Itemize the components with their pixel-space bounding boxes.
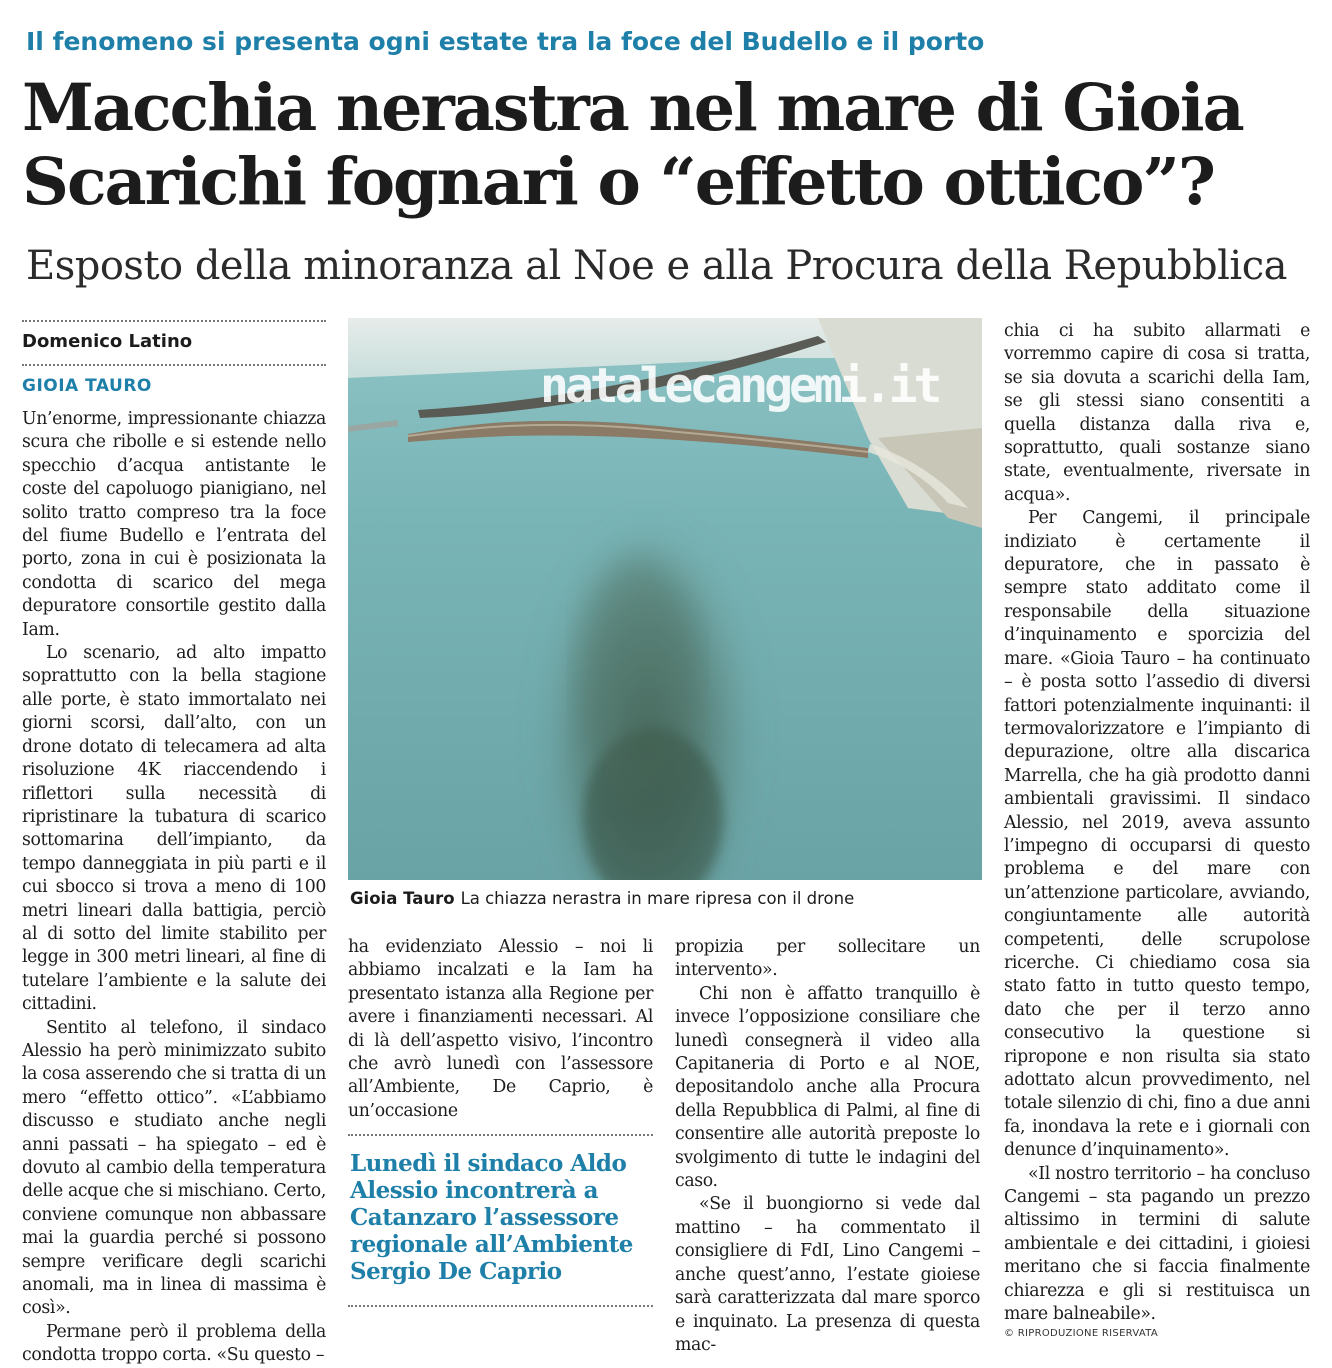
divider: [348, 1134, 653, 1136]
column-3: [675, 936, 980, 1357]
subheadline: Esposto della minoranza al Noe e alla Procura della Repubblica: [26, 243, 1287, 289]
paragraph: Per Cangemi, il principale indiziato è certamente il depuratore, che in passato è sempre stato additato come il responsabile della situazione d’inquinamento e sporcizia del mare. «Gioia Tauro – ha continuato – è posta sotto l’assedio di diversi fattori potenzialmente inquinanti: il termovalorizzatore e l’impianto di depurazione, oltre alla discarica Marrella, che ha già prodotto danni ambientali gravissimi. Il sindaco Alessio, nel 2019, aveva assunto l’impegno di occuparsi di questo problema e del mare con un’attenzione particolare, avviando, congiuntamente alle autorità competenti, delle scrupolose ricerche. Ci chiediamo cosa sia stato fatto in tutto questo tempo, dato che per il terzo anno consecutivo la questione si ripropone e non risulta sia stato adottato alcun provvedimento, nel totale silenzio di chi, fino a due anni fa, inondava la rete e i giornali con denunce d’inquinamento».: [1004, 508, 1310, 1161]
copyright-notice: © RIPRODUZIONE RISERVATA: [1004, 1328, 1159, 1339]
divider: [348, 1305, 653, 1307]
headline-line-2: Scarichi fognari o “effetto ottico”?: [22, 144, 1214, 220]
kicker: Il fenomeno si presenta ogni estate tra la foce del Budello e il porto: [26, 27, 985, 56]
column-4: [1004, 320, 1310, 1326]
column-1: [22, 408, 326, 1368]
paragraph: Permane però il problema della condotta troppo corta. «Su questo –: [22, 1321, 326, 1366]
byline: Domenico Latino: [22, 331, 193, 352]
paragraph: Sentito al telefono, il sindaco Alessio ha però minimizzato subito la cosa asserendo che si tratta di un mero “effetto ottico”. «L’abbiamo discusso e studiato anche negli anni passati – ha spiegato – ed è dovuto al cambio della temperatura delle acque che si mischiano. Certo, conviene comunque non abbassare mai la guardia perché si possono sempre verificare degli scarichi anomali, ma in linea di massima è così».: [22, 1017, 326, 1319]
headline-line-1: Macchia nerastra nel mare di Gioia: [22, 70, 1243, 146]
watermark: natalecangemi.it: [540, 358, 939, 414]
caption-text: La chiazza nerastra in mare ripresa con il drone: [460, 889, 855, 908]
photo-caption: [350, 889, 854, 908]
paragraph: ha evidenziato Alessio – noi li abbiamo incalzati e la Iam ha presentato istanza alla Regione per avere i finanziamenti necessari. Al di là dell’aspetto visivo, l’incontro che avrò lunedì con l’assessore all’Ambiente, De Caprio, è un’occasione: [348, 937, 653, 1121]
divider: [22, 364, 326, 366]
paragraph: Un’enorme, impressionante chiazza scura che ribolle e si estende nello specchio d’acqua antistante le coste del capoluogo pianigiano, nel solito tratto compreso tra la foce del fiume Budello e l’entrata del porto, zona in cui è posizionata la condotta di scarico del mega depuratore consortile gestito dalla Iam.: [22, 409, 326, 640]
paragraph: Chi non è affatto tranquillo è invece l’opposizione consiliare che lunedì consegnerà il video alla Capitaneria di Porto e al NOE, depositandolo anche alla Procura della Repubblica di Palmi, al fine di consentire alle autorità preposte lo svolgimento di tutte le indagini del caso.: [675, 983, 980, 1192]
column-2: [348, 936, 653, 1123]
dateline: GIOIA TAURO: [22, 376, 152, 396]
paragraph: chia ci ha subito allarmati e vorremmo capire di cosa si tratta, se sia dovuta a scarichi della Iam, se gli stessi siano consentiti a quella distanza dalla riva e, soprattutto, quali sostanze siano state, eventualmente, riversate in acqua».: [1004, 321, 1310, 505]
paragraph: Lo scenario, ad alto impatto soprattutto con la bella stagione alle porte, è stato immortalato nei giorni scorsi, dall’alto, con un drone dotato di telecamera ad alta risoluzione 4K riaccendendo i riflettori sulla necessità di ripristinare la tubatura di scarico sottomarina dell’impianto, da tempo danneggiata in più parti e il cui sbocco si trova a meno di 100 metri lineari dalla battigia, perciò al di sotto del limite stabilito per legge in 300 metri lineari, al fine di tutelare l’ambiente e la salute dei cittadini.: [22, 643, 326, 1015]
divider: [22, 320, 326, 322]
paragraph: propizia per sollecitare un intervento».: [675, 937, 980, 981]
caption-place: Gioia Tauro: [350, 889, 455, 908]
paragraph: «Se il buongiorno si vede dal mattino – ha commentato il consigliere di FdI, Lino Cangemi – anche quest’anno, l’estate gioiese sarà caratterizzata dal mare sporco e inquinato. La presenza di questa mac-: [675, 1194, 980, 1355]
pull-quote: Lunedì il sindaco Aldo Alessio incontrerà a Catanzaro l’assessore regionale all’Ambiente Sergio De Caprio: [350, 1150, 633, 1285]
paragraph: «Il nostro territorio – ha concluso Cangemi – sta pagando un prezzo altissimo in termini di salute ambientale e dei cittadini, i gioiesi meritano che si faccia finalmente chiarezza e gli si restituisca un mare balneabile».: [1004, 1163, 1310, 1325]
